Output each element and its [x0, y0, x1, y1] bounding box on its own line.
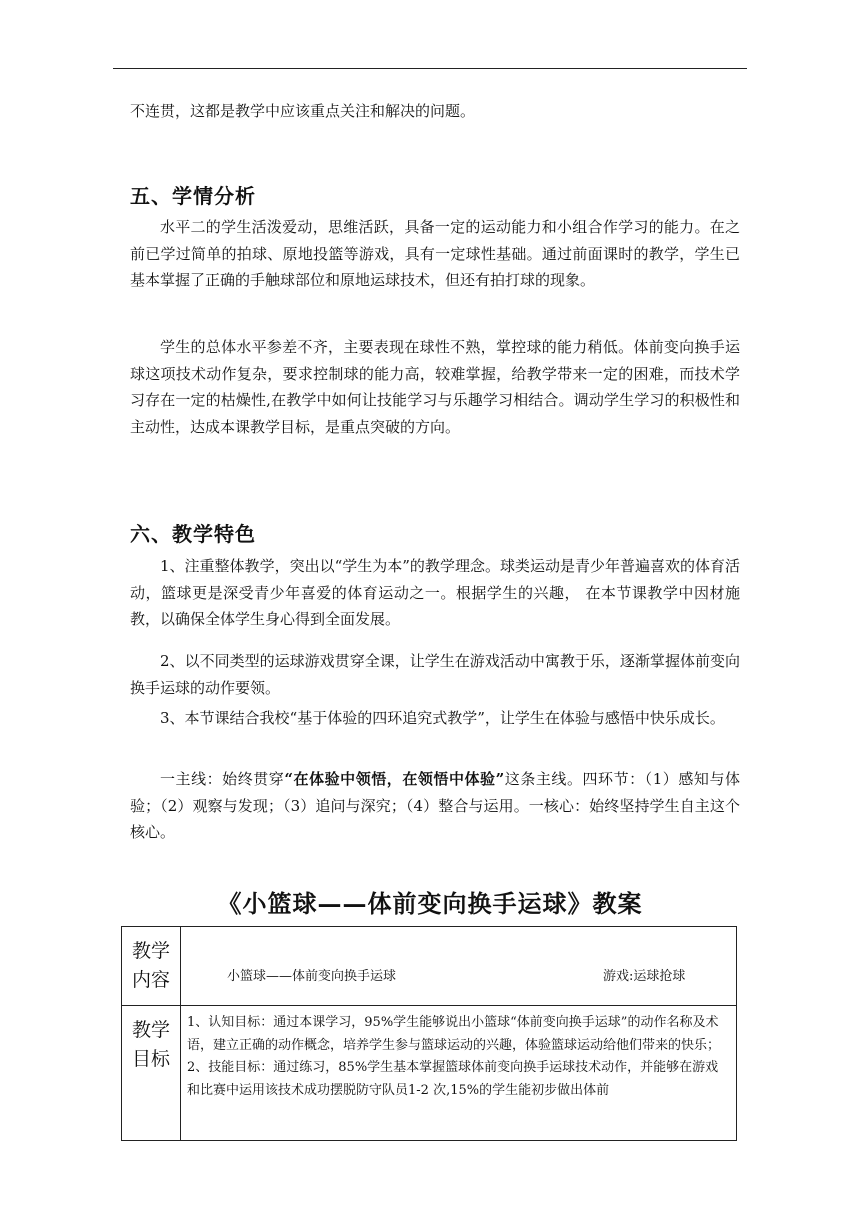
section5-para1: 水平二的学生活泼爱动，思维活跃，具备一定的运动能力和小组合作学习的能力。在之前已学过简单的拍球、原地投篮等游戏，具有一定球性基础。通过前面课时的教学，学生已基本掌握了正确的手触球部位和原地运球技术，但还有拍打球的现象。	[130, 218, 740, 289]
lesson-plan-table	[121, 926, 737, 1141]
section6-mainline	[130, 766, 740, 846]
content-main: 小篮球——体前变向换手运球	[227, 969, 397, 984]
goals-cell	[181, 1006, 737, 1141]
content-game: 游戏:运球抢球	[603, 969, 686, 984]
goals-row	[122, 1006, 737, 1141]
section6-heading: 六、教学特色	[130, 522, 256, 546]
goal-2: 2、技能目标：通过练习，85%学生基本掌握篮球体前变向换手运球技术动作，并能够在游戏和比赛中运用该技术成功摆脱防守队员1-2 次,15%的学生能初步做出体前	[187, 1060, 719, 1098]
content-cell	[181, 927, 737, 1006]
section5-para2: 学生的总体水平参差不齐，主要表现在球性不熟，掌控球的能力稍低。体前变向换手运球这项技术动作复杂，要求控制球的能力高，较难掌握，给教学带来一定的困难，而技术学习存在一定的枯燥性,在教学中如何让技能学习与乐趣学习相结合。调动学生学习的积极性和主动性，达成本课教学目标，是重点突破的方向。	[130, 338, 740, 436]
header-rule	[113, 68, 747, 69]
content-row	[122, 927, 737, 1006]
plan-title: 《小篮球——体前变向换手运球》教案	[217, 889, 643, 918]
goal-1: 1、认知目标：通过本课学习，95%学生能够说出小篮球“体前变向换手运球”的动作名称及术语，建立正确的动作概念，培养学生参与篮球运动的兴趣，体验篮球运动给他们带来的快乐；	[187, 1015, 721, 1053]
section6-item1: 1、注重整体教学，突出以“学生为本”的教学理念。球类运动是青少年普遍喜欢的体育活动，篮球更是深受青少年喜爱的体育运动之一。根据学生的兴趣， 在本节课教学中因材施教，以确保全体学生身心得到全面发展。	[130, 557, 740, 628]
mainline-prefix: 一主线：始终贯穿	[160, 770, 285, 788]
mainline-suffix: 这条主线。四环节：（1）感知与体验；（2）观察与发现；（3）追问与深究；（4）整合与运用。一核心：始终坚持学生自主这个核心。	[130, 770, 740, 841]
mainline-bold: “在体验中领悟，在领悟中体验”	[284, 770, 505, 788]
section5-heading: 五、学情分析	[130, 184, 256, 208]
goals-label: 教学目标	[122, 1006, 181, 1141]
section6-item2: 2、以不同类型的运球游戏贯穿全课，让学生在游戏活动中寓教于乐，逐渐掌握体前变向换手运球的动作要领。	[130, 652, 740, 697]
section6-item3: 3、本节课结合我校“基于体验的四环追究式教学”，让学生在体验与感悟中快乐成长。	[160, 709, 725, 727]
continuation-text: 不连贯，这都是教学中应该重点关注和解决的问题。	[130, 102, 476, 120]
content-label: 教学内容	[122, 927, 181, 1006]
